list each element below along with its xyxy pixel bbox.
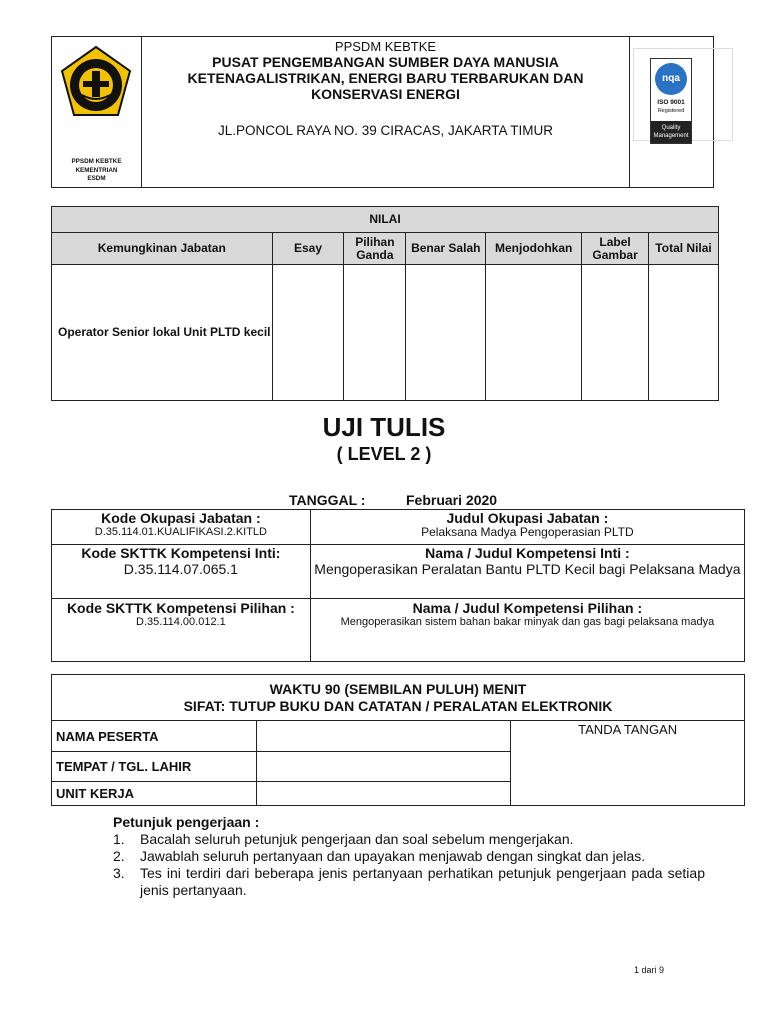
nama-peserta-field[interactable] [256,721,511,752]
col-menjodohkan: Menjodohkan [486,233,582,265]
cert-frame [633,48,733,141]
table-row [52,265,719,401]
judul-pilihan-cell: Nama / Judul Kompetensi Pilihan : Mengoperasikan sistem bahan bakar minyak dan gas bagi pelaksana madya [310,599,744,662]
unit-kerja-field[interactable] [256,782,511,806]
cell-benar-salah[interactable] [406,265,486,401]
page-number: 1 dari 9 [634,965,665,975]
iso-certification-badge: nqa ISO 9001 Registered Quality Management [650,58,692,144]
tempat-tgl-lahir-field[interactable] [256,752,511,782]
signature-box[interactable] [511,721,745,806]
exam-rules-header: WAKTU 90 (SEMBILAN PULUH) MENIT SIFAT: TUTUP BUKU DAN CATATAN / PERALATAN ELEKTRONIK [52,675,745,721]
tempat-tgl-lahir-label: TEMPAT / TGL. LAHIR [52,752,257,782]
cert-cell [629,37,714,187]
nama-peserta-label: NAMA PESERTA [52,721,257,752]
cell-esay[interactable] [272,265,344,401]
col-label-gambar: Label Gambar [582,233,649,265]
kode-inti-cell: Kode SKTTK Kompetensi Inti: D.35.114.07.065.1 [52,545,311,599]
col-pilihan-ganda: Pilihan Ganda [344,233,406,265]
logo-cell [52,37,142,187]
document-header [51,36,714,188]
col-esay: Esay [272,233,344,265]
cell-total-nilai[interactable] [649,265,719,401]
nqa-logo: nqa [655,63,687,95]
level-subtitle: ( LEVEL 2 ) [336,444,432,464]
participant-table [51,674,745,806]
score-band-header: NILAI [52,207,719,233]
score-table [51,206,719,401]
col-total-nilai: Total Nilai [649,233,719,265]
cell-menjodohkan[interactable] [486,265,582,401]
table-row [52,545,745,599]
list-item: 3. Tes ini terdiri dari beberapa jenis pertanyaan perhatikan petunjuk pengerjaan pada setiap jenis pertanyaan. [113,865,705,898]
instructions-title: Petunjuk pengerjaan : [113,814,260,830]
list-item: 2. Jawablah seluruh pertanyaan dan upayakan menjawab dengan singkat dan jelas. [113,848,646,864]
cell-label-gambar[interactable] [582,265,649,401]
header-institution [142,37,629,187]
esdm-emblem-logo [58,45,134,121]
list-item: 1. Bacalah seluruh petunjuk pengerjaan dan soal sebelum mengerjakan. [113,831,574,847]
table-row [52,510,745,545]
cell-jabatan: Operator Senior lokal Unit PLTD kecil [52,265,273,401]
col-benar-salah: Benar Salah [406,233,486,265]
signature-label: TANDA TANGAN [578,722,678,737]
judul-inti-cell: Nama / Judul Kompetensi Inti : Mengoperasikan Peralatan Bantu PLTD Kecil bagi Pelaksana Madya [310,545,744,599]
table-row [52,599,745,662]
page-title: UJI TULIS [322,412,446,442]
logo-caption: PPSDM KEBTKE KEMENTRIAN ESDM [71,158,122,182]
kode-okupasi-cell: Kode Okupasi Jabatan : D.35.114.01.KUALIFIKASI.2.KITLD [52,510,311,545]
tanggal-value: Februari 2020 [406,492,498,508]
judul-okupasi-cell: Judul Okupasi Jabatan : Pelaksana Madya Pengoperasian PLTD [310,510,744,545]
kode-pilihan-cell: Kode SKTTK Kompetensi Pilihan : D.35.114.00.012.1 [52,599,311,662]
table-row [52,721,745,752]
tanggal-label: TANGGAL : [289,492,366,508]
header-address: JL.PONCOL RAYA NO. 39 CIRACAS, JAKARTA TIMUR [217,123,554,138]
unit-kerja-label: UNIT KERJA [52,782,257,806]
header-sup: PPSDM KEBTKE [334,39,437,54]
competency-table [51,509,745,662]
col-kemungkinan-jabatan: Kemungkinan Jabatan [52,233,273,265]
header-title: PUSAT PENGEMBANGAN SUMBER DAYA MANUSIA KETENAGALISTRIKAN, ENERGI BARU TERBARUKAN DAN KONSERVASI ENERGI [187,54,584,102]
cell-pilihan-ganda[interactable] [344,265,406,401]
instructions-list [113,831,705,899]
